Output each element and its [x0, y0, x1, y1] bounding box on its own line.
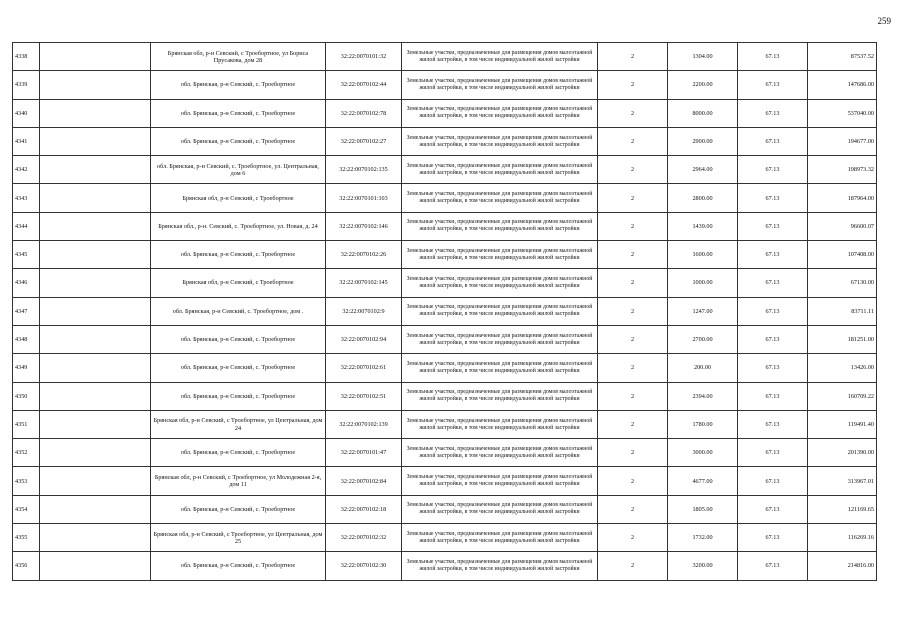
area-cell: 1600.00: [668, 241, 738, 269]
address-cell: Брянская обл, р-н Севский, с Троебортное, ул Молодежная 2-я, дом 11: [151, 467, 326, 495]
group-cell: 2: [598, 269, 668, 297]
table-row: [13, 127, 877, 155]
cadastral-value-cell: 147686.00: [808, 71, 877, 99]
cadastral-value-cell: 214816.00: [808, 552, 877, 580]
group-cell: 2: [598, 184, 668, 212]
cadastral-number-cell: 32:22:0070101:103: [326, 184, 402, 212]
address-cell: обл. Брянская, р-н Севский, с. Троебортное: [151, 99, 326, 127]
cadastral-value-cell: 121169.65: [808, 495, 877, 523]
group-cell: 2: [598, 241, 668, 269]
cadastral-number-cell: 32:22:0070102:84: [326, 467, 402, 495]
land-use-cell: Земельные участки, предназначенные для размещения домов малоэтажной жилой застройки, в том числе индивидуальной жилой застройки: [402, 241, 598, 269]
table-body: [13, 43, 877, 581]
row-number: 4346: [13, 269, 40, 297]
specific-value-cell: 67.13: [738, 325, 808, 353]
address-cell: обл. Брянская, р-н Севский, с. Троебортное: [151, 71, 326, 99]
table-row: [13, 495, 877, 523]
row-spacer: [40, 156, 151, 184]
specific-value-cell: 67.13: [738, 410, 808, 438]
area-cell: 1805.00: [668, 495, 738, 523]
specific-value-cell: 67.13: [738, 156, 808, 184]
row-spacer: [40, 524, 151, 552]
area-cell: 1247.00: [668, 297, 738, 325]
address-cell: Брянская обл, р-н Севский, с Троебортное, ул Центральная, дом 25: [151, 524, 326, 552]
row-spacer: [40, 184, 151, 212]
specific-value-cell: 67.13: [738, 212, 808, 240]
cadastral-number-cell: 32:22:0070102:78: [326, 99, 402, 127]
table-row: [13, 269, 877, 297]
land-use-cell: Земельные участки, предназначенные для размещения домов малоэтажной жилой застройки, в том числе индивидуальной жилой застройки: [402, 99, 598, 127]
land-use-cell: Земельные участки, предназначенные для размещения домов малоэтажной жилой застройки, в том числе индивидуальной жилой застройки: [402, 524, 598, 552]
area-cell: 3000.00: [668, 439, 738, 467]
area-cell: 1780.00: [668, 410, 738, 438]
specific-value-cell: 67.13: [738, 43, 808, 71]
table-row: [13, 439, 877, 467]
row-spacer: [40, 43, 151, 71]
row-number: 4345: [13, 241, 40, 269]
cadastral-value-cell: 198973.32: [808, 156, 877, 184]
cadastral-number-cell: 32:22:0070102:44: [326, 71, 402, 99]
table-row: [13, 241, 877, 269]
land-use-cell: Земельные участки, предназначенные для размещения домов малоэтажной жилой застройки, в том числе индивидуальной жилой застройки: [402, 43, 598, 71]
specific-value-cell: 67.13: [738, 99, 808, 127]
group-cell: 2: [598, 156, 668, 184]
row-spacer: [40, 552, 151, 580]
cadastral-value-cell: 181251.00: [808, 325, 877, 353]
cadastral-value-cell: 87537.52: [808, 43, 877, 71]
row-spacer: [40, 297, 151, 325]
table-row: [13, 297, 877, 325]
row-number: 4350: [13, 382, 40, 410]
land-use-cell: Земельные участки, предназначенные для размещения домов малоэтажной жилой застройки, в том числе индивидуальной жилой застройки: [402, 269, 598, 297]
row-number: 4338: [13, 43, 40, 71]
group-cell: 2: [598, 524, 668, 552]
area-cell: 1732.00: [668, 524, 738, 552]
table-row: [13, 99, 877, 127]
land-use-cell: Земельные участки, предназначенные для размещения домов малоэтажной жилой застройки, в том числе индивидуальной жилой застройки: [402, 382, 598, 410]
row-number: 4341: [13, 127, 40, 155]
group-cell: 2: [598, 552, 668, 580]
address-cell: обл. Брянская, р-н Севский, с. Троебортное: [151, 495, 326, 523]
row-number: 4348: [13, 325, 40, 353]
area-cell: 2700.00: [668, 325, 738, 353]
cadastral-number-cell: 32:22:0070102:135: [326, 156, 402, 184]
cadastral-number-cell: 32:22:0070102:61: [326, 354, 402, 382]
land-use-cell: Земельные участки, предназначенные для размещения домов малоэтажной жилой застройки, в том числе индивидуальной жилой застройки: [402, 127, 598, 155]
row-spacer: [40, 241, 151, 269]
land-use-cell: Земельные участки, предназначенные для размещения домов малоэтажной жилой застройки, в том числе индивидуальной жилой застройки: [402, 156, 598, 184]
land-use-cell: Земельные участки, предназначенные для размещения домов малоэтажной жилой застройки, в том числе индивидуальной жилой застройки: [402, 439, 598, 467]
area-cell: 2900.00: [668, 127, 738, 155]
group-cell: 2: [598, 297, 668, 325]
group-cell: 2: [598, 212, 668, 240]
address-cell: Брянская обл, р-н Севский, с Троебортное: [151, 184, 326, 212]
table-row: [13, 552, 877, 580]
row-number: 4349: [13, 354, 40, 382]
area-cell: 8000.00: [668, 99, 738, 127]
cadastral-number-cell: 32:22:0070101:47: [326, 439, 402, 467]
specific-value-cell: 67.13: [738, 354, 808, 382]
group-cell: 2: [598, 410, 668, 438]
table-row: [13, 184, 877, 212]
cadastral-number-cell: 32:22:0070102:145: [326, 269, 402, 297]
row-number: 4347: [13, 297, 40, 325]
cadastral-value-cell: 107408.00: [808, 241, 877, 269]
row-spacer: [40, 269, 151, 297]
group-cell: 2: [598, 99, 668, 127]
cadastral-number-cell: 32:22:0070102:51: [326, 382, 402, 410]
address-cell: обл. Брянская, р-н Севский, с. Троебортное: [151, 325, 326, 353]
land-use-cell: Земельные участки, предназначенные для размещения домов малоэтажной жилой застройки, в том числе индивидуальной жилой застройки: [402, 495, 598, 523]
group-cell: 2: [598, 127, 668, 155]
specific-value-cell: 67.13: [738, 269, 808, 297]
address-cell: обл. Брянская, р-н Севский, с. Троебортное, дом .: [151, 297, 326, 325]
group-cell: 2: [598, 382, 668, 410]
area-cell: 3200.00: [668, 552, 738, 580]
area-cell: 2800.00: [668, 184, 738, 212]
cadastral-number-cell: 32:22:0070102:32: [326, 524, 402, 552]
row-number: 4353: [13, 467, 40, 495]
group-cell: 2: [598, 43, 668, 71]
row-spacer: [40, 127, 151, 155]
specific-value-cell: 67.13: [738, 552, 808, 580]
cadastral-number-cell: 32:22:0070102:26: [326, 241, 402, 269]
cadastral-value-cell: 96600.07: [808, 212, 877, 240]
address-cell: Брянская обл, р-н Севский, с Троебортное: [151, 269, 326, 297]
land-use-cell: Земельные участки, предназначенные для размещения домов малоэтажной жилой застройки, в том числе индивидуальной жилой застройки: [402, 410, 598, 438]
cadastral-number-cell: 32:22:0070102:139: [326, 410, 402, 438]
address-cell: обл. Брянская, р-н Севский, с. Троебортное: [151, 241, 326, 269]
cadastral-value-cell: 201390.00: [808, 439, 877, 467]
land-use-cell: Земельные участки, предназначенные для размещения домов малоэтажной жилой застройки, в том числе индивидуальной жилой застройки: [402, 325, 598, 353]
cadastral-value-cell: 67130.00: [808, 269, 877, 297]
cadastral-value-cell: 194677.00: [808, 127, 877, 155]
cadastral-number-cell: 32:22:0070101:32: [326, 43, 402, 71]
group-cell: 2: [598, 325, 668, 353]
address-cell: Брянская обл., р-н. Севский, с. Троебортное, ул. Новая, д. 24: [151, 212, 326, 240]
cadastral-number-cell: 32:22:0070102:30: [326, 552, 402, 580]
cadastral-number-cell: 32:22:0070102:94: [326, 325, 402, 353]
specific-value-cell: 67.13: [738, 524, 808, 552]
cadastral-value-cell: 13426.00: [808, 354, 877, 382]
address-cell: обл. Брянская, р-н Севский, с. Троебортное: [151, 439, 326, 467]
row-spacer: [40, 325, 151, 353]
cadastral-value-cell: 116269.16: [808, 524, 877, 552]
specific-value-cell: 67.13: [738, 467, 808, 495]
specific-value-cell: 67.13: [738, 241, 808, 269]
area-cell: 2394.00: [668, 382, 738, 410]
row-spacer: [40, 212, 151, 240]
area-cell: 2964.00: [668, 156, 738, 184]
row-spacer: [40, 71, 151, 99]
cadastral-number-cell: 32:22:0070102:146: [326, 212, 402, 240]
area-cell: 200.00: [668, 354, 738, 382]
land-use-cell: Земельные участки, предназначенные для размещения домов малоэтажной жилой застройки, в том числе индивидуальной жилой застройки: [402, 184, 598, 212]
row-spacer: [40, 495, 151, 523]
group-cell: 2: [598, 467, 668, 495]
row-spacer: [40, 382, 151, 410]
address-cell: Брянская обл, р-н Севский, с Троебортное, ул Центральная, дом 24: [151, 410, 326, 438]
address-cell: обл. Брянская, р-н Севский, с. Троебортное: [151, 382, 326, 410]
area-cell: 1304.00: [668, 43, 738, 71]
cadastral-number-cell: 32:22:0070102:9: [326, 297, 402, 325]
land-use-cell: Земельные участки, предназначенные для размещения домов малоэтажной жилой застройки, в том числе индивидуальной жилой застройки: [402, 297, 598, 325]
row-spacer: [40, 410, 151, 438]
cadastral-value-cell: 313967.01: [808, 467, 877, 495]
row-number: 4354: [13, 495, 40, 523]
row-number: 4343: [13, 184, 40, 212]
row-number: 4356: [13, 552, 40, 580]
cadastral-register-table: [12, 42, 877, 581]
table-row: [13, 354, 877, 382]
table-row: [13, 325, 877, 353]
specific-value-cell: 67.13: [738, 184, 808, 212]
area-cell: 1000.00: [668, 269, 738, 297]
cadastral-value-cell: 537040.00: [808, 99, 877, 127]
address-cell: обл. Брянская, р-н Севский, с. Троебортное, ул. Центральная, дом 6: [151, 156, 326, 184]
table-row: [13, 156, 877, 184]
table-row: [13, 524, 877, 552]
row-spacer: [40, 467, 151, 495]
land-use-cell: Земельные участки, предназначенные для размещения домов малоэтажной жилой застройки, в том числе индивидуальной жилой застройки: [402, 212, 598, 240]
row-spacer: [40, 99, 151, 127]
group-cell: 2: [598, 439, 668, 467]
row-spacer: [40, 354, 151, 382]
group-cell: 2: [598, 71, 668, 99]
area-cell: 1439.00: [668, 212, 738, 240]
specific-value-cell: 67.13: [738, 439, 808, 467]
row-spacer: [40, 439, 151, 467]
row-number: 4351: [13, 410, 40, 438]
row-number: 4340: [13, 99, 40, 127]
address-cell: обл. Брянская, р-н Севский, с. Троебортное: [151, 552, 326, 580]
land-use-cell: Земельные участки, предназначенные для размещения домов малоэтажной жилой застройки, в том числе индивидуальной жилой застройки: [402, 552, 598, 580]
page-number: 259: [877, 16, 891, 26]
cadastral-value-cell: 119491.40: [808, 410, 877, 438]
table-row: [13, 212, 877, 240]
row-number: 4355: [13, 524, 40, 552]
table-row: [13, 410, 877, 438]
land-use-cell: Земельные участки, предназначенные для размещения домов малоэтажной жилой застройки, в том числе индивидуальной жилой застройки: [402, 467, 598, 495]
row-number: 4339: [13, 71, 40, 99]
address-cell: обл. Брянская, р-н Севский, с. Троебортное: [151, 127, 326, 155]
cadastral-number-cell: 32:22:0070102:18: [326, 495, 402, 523]
row-number: 4352: [13, 439, 40, 467]
area-cell: 2200.00: [668, 71, 738, 99]
specific-value-cell: 67.13: [738, 382, 808, 410]
row-number: 4342: [13, 156, 40, 184]
specific-value-cell: 67.13: [738, 71, 808, 99]
cadastral-value-cell: 83711.11: [808, 297, 877, 325]
group-cell: 2: [598, 495, 668, 523]
group-cell: 2: [598, 354, 668, 382]
table-row: [13, 71, 877, 99]
table-row: [13, 382, 877, 410]
cadastral-number-cell: 32:22:0070102:27: [326, 127, 402, 155]
table-row: [13, 467, 877, 495]
land-use-cell: Земельные участки, предназначенные для размещения домов малоэтажной жилой застройки, в том числе индивидуальной жилой застройки: [402, 71, 598, 99]
address-cell: Брянская обл, р-н Севский, с Троебортное, ул Бориса Прусакова, дом 28: [151, 43, 326, 71]
cadastral-value-cell: 160709.22: [808, 382, 877, 410]
specific-value-cell: 67.13: [738, 297, 808, 325]
row-number: 4344: [13, 212, 40, 240]
specific-value-cell: 67.13: [738, 495, 808, 523]
area-cell: 4677.00: [668, 467, 738, 495]
address-cell: обл. Брянская, р-н Севский, с. Троебортное: [151, 354, 326, 382]
specific-value-cell: 67.13: [738, 127, 808, 155]
land-use-cell: Земельные участки, предназначенные для размещения домов малоэтажной жилой застройки, в том числе индивидуальной жилой застройки: [402, 354, 598, 382]
cadastral-value-cell: 187964.00: [808, 184, 877, 212]
table-row: [13, 43, 877, 71]
